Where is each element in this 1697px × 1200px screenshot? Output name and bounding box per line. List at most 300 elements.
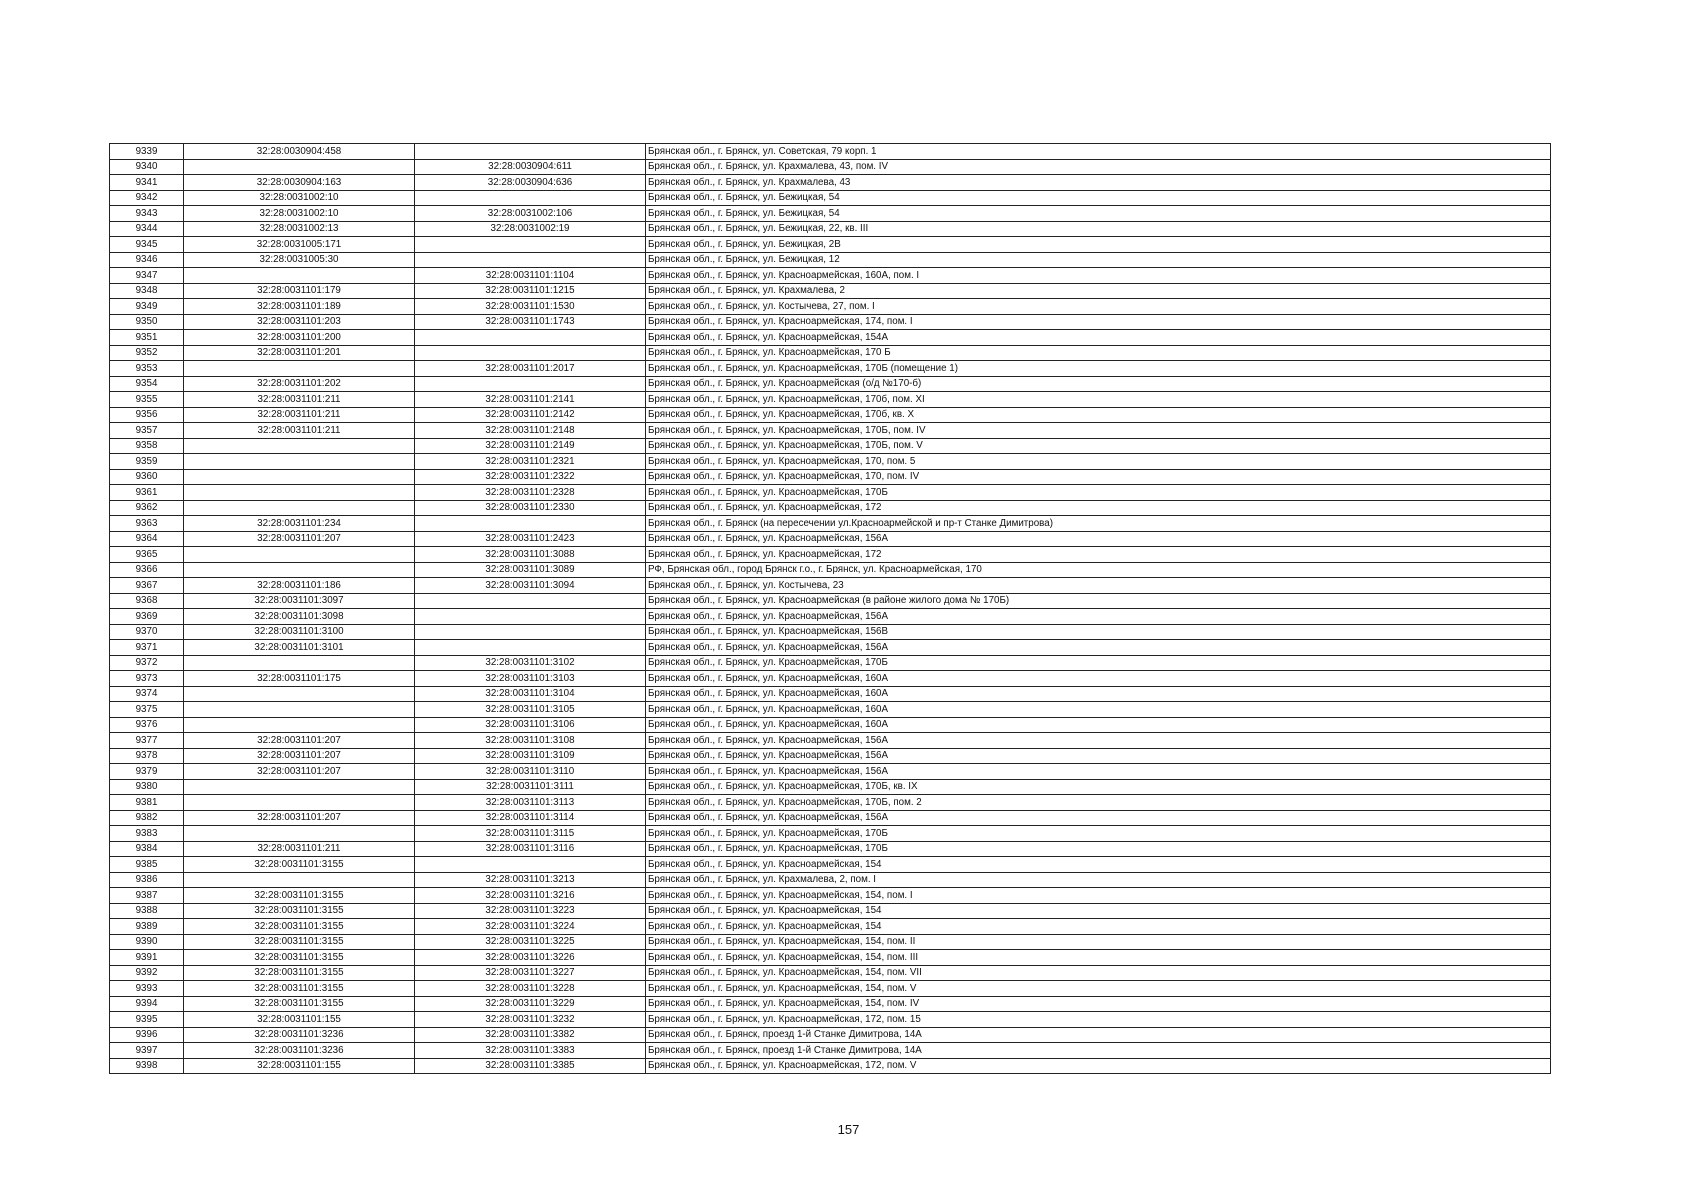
- address-cell: Брянская обл., г. Брянск, ул. Красноармейская, 156А: [646, 640, 1551, 656]
- table-row: [110, 500, 1551, 516]
- table-row: [110, 764, 1551, 780]
- address-cell: Брянская обл., г. Брянск, ул. Красноармейская, 156А: [646, 748, 1551, 764]
- table-row: [110, 237, 1551, 253]
- object-number-cell: [415, 624, 646, 640]
- object-number-cell: 32:28:0031101:3111: [415, 779, 646, 795]
- parcel-number-cell: 32:28:0030904:458: [184, 144, 415, 160]
- object-number-cell: 32:28:0031101:3228: [415, 981, 646, 997]
- object-number-cell: 32:28:0031002:106: [415, 206, 646, 222]
- address-cell: Брянская обл., г. Брянск, ул. Красноармейская, 172: [646, 547, 1551, 563]
- row-number-cell: 9372: [110, 655, 184, 671]
- row-number-cell: 9360: [110, 469, 184, 485]
- table-row: [110, 593, 1551, 609]
- address-cell: Брянская обл., г. Брянск, ул. Красноармейская, 156А: [646, 531, 1551, 547]
- row-number-cell: 9380: [110, 779, 184, 795]
- row-number-cell: 9368: [110, 593, 184, 609]
- address-cell: Брянская обл., г. Брянск, ул. Крахмалева, 43, пом. IV: [646, 159, 1551, 175]
- object-number-cell: 32:28:0031101:2322: [415, 469, 646, 485]
- row-number-cell: 9374: [110, 686, 184, 702]
- address-cell: Брянская обл., г. Брянск, ул. Красноармейская, 160А: [646, 717, 1551, 733]
- object-number-cell: 32:28:0031101:3114: [415, 810, 646, 826]
- address-cell: Брянская обл., г. Брянск, ул. Красноармейская, 170Б, кв. IX: [646, 779, 1551, 795]
- address-cell: Брянская обл., г. Брянск, ул. Красноармейская, 154, пом. V: [646, 981, 1551, 997]
- row-number-cell: 9364: [110, 531, 184, 547]
- table-row: [110, 903, 1551, 919]
- address-cell: Брянская обл., г. Брянск, ул. Красноармейская, 170б, кв. X: [646, 407, 1551, 423]
- parcel-number-cell: 32:28:0031101:211: [184, 407, 415, 423]
- address-cell: Брянская обл., г. Брянск, ул. Красноармейская, 172, пом. V: [646, 1058, 1551, 1074]
- row-number-cell: 9361: [110, 485, 184, 501]
- row-number-cell: 9379: [110, 764, 184, 780]
- parcel-number-cell: 32:28:0031101:234: [184, 516, 415, 532]
- row-number-cell: 9387: [110, 888, 184, 904]
- object-number-cell: 32:28:0031101:3089: [415, 562, 646, 578]
- parcel-number-cell: [184, 795, 415, 811]
- address-cell: Брянская обл., г. Брянск, ул. Красноармейская, 160А, пом. I: [646, 268, 1551, 284]
- row-number-cell: 9377: [110, 733, 184, 749]
- parcel-number-cell: 32:28:0031005:30: [184, 252, 415, 268]
- row-number-cell: 9353: [110, 361, 184, 377]
- address-cell: Брянская обл., г. Брянск, ул. Красноармейская, 160А: [646, 686, 1551, 702]
- object-number-cell: [415, 190, 646, 206]
- object-number-cell: 32:28:0030904:636: [415, 175, 646, 191]
- object-number-cell: [415, 330, 646, 346]
- object-number-cell: 32:28:0031101:2017: [415, 361, 646, 377]
- parcel-number-cell: 32:28:0031101:211: [184, 423, 415, 439]
- row-number-cell: 9373: [110, 671, 184, 687]
- row-number-cell: 9383: [110, 826, 184, 842]
- address-cell: Брянская обл., г. Брянск, ул. Бежицкая, 2В: [646, 237, 1551, 253]
- object-number-cell: 32:28:0031101:1743: [415, 314, 646, 330]
- parcel-number-cell: 32:28:0031101:202: [184, 376, 415, 392]
- parcel-number-cell: [184, 826, 415, 842]
- table-row: [110, 609, 1551, 625]
- row-number-cell: 9366: [110, 562, 184, 578]
- object-number-cell: 32:28:0031101:3108: [415, 733, 646, 749]
- row-number-cell: 9384: [110, 841, 184, 857]
- address-cell: Брянская обл., г. Брянск, ул. Крахмалева, 2: [646, 283, 1551, 299]
- table-row: [110, 733, 1551, 749]
- parcel-number-cell: [184, 268, 415, 284]
- address-cell: Брянская обл., г. Брянск, ул. Красноармейская, 160А: [646, 702, 1551, 718]
- object-number-cell: 32:28:0031101:3216: [415, 888, 646, 904]
- object-number-cell: 32:28:0031101:3213: [415, 872, 646, 888]
- address-cell: Брянская обл., г. Брянск, ул. Костычева, 27, пом. I: [646, 299, 1551, 315]
- table-row: [110, 531, 1551, 547]
- parcel-number-cell: 32:28:0031101:175: [184, 671, 415, 687]
- object-number-cell: 32:28:0031101:3383: [415, 1043, 646, 1059]
- parcel-number-cell: 32:28:0031101:3155: [184, 950, 415, 966]
- address-cell: Брянская обл., г. Брянск, ул. Советская, 79 корп. 1: [646, 144, 1551, 160]
- address-cell: Брянская обл., г. Брянск, ул. Красноармейская, 170б, пом. XI: [646, 392, 1551, 408]
- parcel-number-cell: [184, 779, 415, 795]
- row-number-cell: 9347: [110, 268, 184, 284]
- object-number-cell: [415, 640, 646, 656]
- table-row: [110, 872, 1551, 888]
- page-number: 157: [837, 1122, 860, 1137]
- address-cell: Брянская обл., г. Брянск, ул. Красноармейская, 170Б: [646, 485, 1551, 501]
- row-number-cell: 9389: [110, 919, 184, 935]
- parcel-number-cell: 32:28:0031101:207: [184, 764, 415, 780]
- row-number-cell: 9390: [110, 934, 184, 950]
- object-number-cell: 32:28:0031101:3103: [415, 671, 646, 687]
- address-cell: Брянская обл., г. Брянск, ул. Крахмалева, 43: [646, 175, 1551, 191]
- object-number-cell: 32:28:0031101:2423: [415, 531, 646, 547]
- row-number-cell: 9395: [110, 1012, 184, 1028]
- table-row: [110, 407, 1551, 423]
- object-number-cell: [415, 252, 646, 268]
- parcel-number-cell: 32:28:0031101:3155: [184, 857, 415, 873]
- object-number-cell: 32:28:0031101:3382: [415, 1027, 646, 1043]
- parcel-number-cell: 32:28:0031101:3155: [184, 888, 415, 904]
- parcel-number-cell: 32:28:0031101:155: [184, 1058, 415, 1074]
- row-number-cell: 9385: [110, 857, 184, 873]
- address-cell: Брянская обл., г. Брянск, ул. Костычева, 23: [646, 578, 1551, 594]
- parcel-number-cell: 32:28:0031101:211: [184, 392, 415, 408]
- object-number-cell: 32:28:0031101:1104: [415, 268, 646, 284]
- object-number-cell: 32:28:0031101:2149: [415, 438, 646, 454]
- address-cell: Брянская обл., г. Брянск, ул. Красноармейская, 156А: [646, 733, 1551, 749]
- address-cell: Брянская обл., г. Брянск, ул. Красноармейская, 154, пом. III: [646, 950, 1551, 966]
- table-row: [110, 144, 1551, 160]
- table-row: [110, 1043, 1551, 1059]
- address-cell: Брянская обл., г. Брянск, ул. Красноармейская, 154: [646, 903, 1551, 919]
- object-number-cell: [415, 609, 646, 625]
- table-row: [110, 686, 1551, 702]
- parcel-number-cell: [184, 438, 415, 454]
- row-number-cell: 9346: [110, 252, 184, 268]
- parcel-number-cell: 32:28:0031101:207: [184, 733, 415, 749]
- table-row: [110, 1012, 1551, 1028]
- row-number-cell: 9375: [110, 702, 184, 718]
- parcel-number-cell: 32:28:0031101:3100: [184, 624, 415, 640]
- object-number-cell: 32:28:0031101:2142: [415, 407, 646, 423]
- address-cell: Брянская обл., г. Брянск, ул. Бежицкая, 54: [646, 190, 1551, 206]
- table-row: [110, 717, 1551, 733]
- object-number-cell: [415, 376, 646, 392]
- table-row: [110, 423, 1551, 439]
- object-number-cell: 32:28:0031101:1530: [415, 299, 646, 315]
- address-cell: Брянская обл., г. Брянск, ул. Красноармейская, 156А: [646, 810, 1551, 826]
- row-number-cell: 9351: [110, 330, 184, 346]
- registry-table-body: [110, 144, 1551, 1074]
- table-row: [110, 221, 1551, 237]
- address-cell: Брянская обл., г. Брянск, ул. Красноармейская, 170Б (помещение 1): [646, 361, 1551, 377]
- parcel-number-cell: 32:28:0031101:3098: [184, 609, 415, 625]
- parcel-number-cell: 32:28:0031101:3155: [184, 919, 415, 935]
- object-number-cell: 32:28:0031101:3109: [415, 748, 646, 764]
- table-row: [110, 996, 1551, 1012]
- object-number-cell: 32:28:0031101:3110: [415, 764, 646, 780]
- row-number-cell: 9367: [110, 578, 184, 594]
- table-row: [110, 578, 1551, 594]
- parcel-number-cell: 32:28:0031101:3155: [184, 934, 415, 950]
- parcel-number-cell: 32:28:0031101:3155: [184, 996, 415, 1012]
- row-number-cell: 9363: [110, 516, 184, 532]
- table-row: [110, 190, 1551, 206]
- parcel-number-cell: [184, 717, 415, 733]
- row-number-cell: 9386: [110, 872, 184, 888]
- table-row: [110, 748, 1551, 764]
- parcel-number-cell: 32:28:0031101:3236: [184, 1027, 415, 1043]
- address-cell: Брянская обл., г. Брянск, ул. Красноармейская, 170Б: [646, 826, 1551, 842]
- address-cell: Брянская обл., г. Брянск, ул. Красноармейская, 154: [646, 857, 1551, 873]
- table-row: [110, 376, 1551, 392]
- row-number-cell: 9359: [110, 454, 184, 470]
- table-row: [110, 516, 1551, 532]
- row-number-cell: 9398: [110, 1058, 184, 1074]
- object-number-cell: 32:28:0031101:3226: [415, 950, 646, 966]
- parcel-number-cell: [184, 361, 415, 377]
- parcel-number-cell: 32:28:0031101:3236: [184, 1043, 415, 1059]
- parcel-number-cell: 32:28:0031002:10: [184, 206, 415, 222]
- address-cell: Брянская обл., г. Брянск, ул. Бежицкая, 54: [646, 206, 1551, 222]
- object-number-cell: [415, 593, 646, 609]
- table-row: [110, 547, 1551, 563]
- table-row: [110, 175, 1551, 191]
- object-number-cell: 32:28:0031101:3088: [415, 547, 646, 563]
- object-number-cell: 32:28:0031101:2328: [415, 485, 646, 501]
- table-row: [110, 562, 1551, 578]
- row-number-cell: 9376: [110, 717, 184, 733]
- table-row: [110, 779, 1551, 795]
- table-row: [110, 965, 1551, 981]
- row-number-cell: 9396: [110, 1027, 184, 1043]
- table-row: [110, 268, 1551, 284]
- table-row: [110, 469, 1551, 485]
- parcel-number-cell: [184, 500, 415, 516]
- row-number-cell: 9391: [110, 950, 184, 966]
- object-number-cell: [415, 144, 646, 160]
- object-number-cell: 32:28:0031101:3224: [415, 919, 646, 935]
- object-number-cell: 32:28:0031101:3232: [415, 1012, 646, 1028]
- row-number-cell: 9352: [110, 345, 184, 361]
- parcel-number-cell: [184, 702, 415, 718]
- address-cell: Брянская обл., г. Брянск, ул. Крахмалева, 2, пом. I: [646, 872, 1551, 888]
- object-number-cell: [415, 345, 646, 361]
- parcel-number-cell: [184, 469, 415, 485]
- parcel-number-cell: 32:28:0031101:3155: [184, 903, 415, 919]
- table-row: [110, 934, 1551, 950]
- table-row: [110, 826, 1551, 842]
- table-row: [110, 950, 1551, 966]
- parcel-number-cell: [184, 655, 415, 671]
- address-cell: Брянская обл., г. Брянск, ул. Красноармейская, 170Б, пом. 2: [646, 795, 1551, 811]
- address-cell: Брянская обл., г. Брянск, ул. Красноармейская, 154: [646, 919, 1551, 935]
- address-cell: Брянская обл., г. Брянск, ул. Красноармейская, 170 Б: [646, 345, 1551, 361]
- row-number-cell: 9343: [110, 206, 184, 222]
- address-cell: Брянская обл., г. Брянск, ул. Красноармейская, 170Б, пом. V: [646, 438, 1551, 454]
- table-row: [110, 345, 1551, 361]
- address-cell: Брянская обл., г. Брянск, ул. Красноармейская, 160А: [646, 671, 1551, 687]
- row-number-cell: 9354: [110, 376, 184, 392]
- row-number-cell: 9392: [110, 965, 184, 981]
- object-number-cell: 32:28:0031101:3102: [415, 655, 646, 671]
- address-cell: Брянская обл., г. Брянск, проезд 1-й Станке Димитрова, 14А: [646, 1027, 1551, 1043]
- object-number-cell: 32:28:0031101:3113: [415, 795, 646, 811]
- parcel-number-cell: 32:28:0031101:203: [184, 314, 415, 330]
- parcel-number-cell: 32:28:0031101:207: [184, 748, 415, 764]
- address-cell: Брянская обл., г. Брянск (на пересечении ул.Красноармейской и пр-т Станке Димитрова): [646, 516, 1551, 532]
- address-cell: Брянская обл., г. Брянск, ул. Красноармейская, 170, пом. IV: [646, 469, 1551, 485]
- address-cell: Брянская обл., г. Брянск, ул. Красноармейская, 170, пом. 5: [646, 454, 1551, 470]
- table-row: [110, 392, 1551, 408]
- row-number-cell: 9369: [110, 609, 184, 625]
- object-number-cell: 32:28:0031101:3385: [415, 1058, 646, 1074]
- row-number-cell: 9344: [110, 221, 184, 237]
- row-number-cell: 9348: [110, 283, 184, 299]
- table-row: [110, 314, 1551, 330]
- address-cell: Брянская обл., г. Брянск, ул. Красноармейская, 172, пом. 15: [646, 1012, 1551, 1028]
- parcel-number-cell: 32:28:0031002:13: [184, 221, 415, 237]
- object-number-cell: [415, 857, 646, 873]
- table-row: [110, 841, 1551, 857]
- address-cell: Брянская обл., г. Брянск, ул. Красноармейская, 154, пом. I: [646, 888, 1551, 904]
- row-number-cell: 9378: [110, 748, 184, 764]
- table-row: [110, 159, 1551, 175]
- address-cell: Брянская обл., г. Брянск, ул. Красноармейская, 156В: [646, 624, 1551, 640]
- row-number-cell: 9381: [110, 795, 184, 811]
- table-row: [110, 454, 1551, 470]
- row-number-cell: 9350: [110, 314, 184, 330]
- row-number-cell: 9393: [110, 981, 184, 997]
- address-cell: Брянская обл., г. Брянск, ул. Красноармейская (о/д №170-б): [646, 376, 1551, 392]
- parcel-number-cell: 32:28:0031005:171: [184, 237, 415, 253]
- registry-table: [109, 143, 1551, 1074]
- table-row: [110, 857, 1551, 873]
- parcel-number-cell: [184, 547, 415, 563]
- object-number-cell: 32:28:0031101:3106: [415, 717, 646, 733]
- object-number-cell: 32:28:0031101:1215: [415, 283, 646, 299]
- parcel-number-cell: 32:28:0031101:3101: [184, 640, 415, 656]
- row-number-cell: 9355: [110, 392, 184, 408]
- row-number-cell: 9340: [110, 159, 184, 175]
- address-cell: Брянская обл., г. Брянск, ул. Красноармейская, 172: [646, 500, 1551, 516]
- table-row: [110, 252, 1551, 268]
- row-number-cell: 9382: [110, 810, 184, 826]
- address-cell: Брянская обл., г. Брянск, ул. Красноармейская, 156А: [646, 609, 1551, 625]
- parcel-number-cell: [184, 872, 415, 888]
- object-number-cell: [415, 237, 646, 253]
- address-cell: РФ, Брянская обл., город Брянск г.о., г. Брянск, ул. Красноармейская, 170: [646, 562, 1551, 578]
- parcel-number-cell: 32:28:0031101:179: [184, 283, 415, 299]
- parcel-number-cell: 32:28:0031101:155: [184, 1012, 415, 1028]
- row-number-cell: 9345: [110, 237, 184, 253]
- object-number-cell: 32:28:0031101:3229: [415, 996, 646, 1012]
- object-number-cell: 32:28:0031101:2141: [415, 392, 646, 408]
- table-row: [110, 1058, 1551, 1074]
- table-row: [110, 361, 1551, 377]
- parcel-number-cell: 32:28:0031101:207: [184, 810, 415, 826]
- table-row: [110, 655, 1551, 671]
- table-row: [110, 624, 1551, 640]
- address-cell: Брянская обл., г. Брянск, ул. Красноармейская, 170Б: [646, 655, 1551, 671]
- parcel-number-cell: 32:28:0031101:211: [184, 841, 415, 857]
- parcel-number-cell: 32:28:0031101:189: [184, 299, 415, 315]
- parcel-number-cell: 32:28:0031002:10: [184, 190, 415, 206]
- object-number-cell: 32:28:0030904:611: [415, 159, 646, 175]
- table-row: [110, 888, 1551, 904]
- object-number-cell: 32:28:0031101:2148: [415, 423, 646, 439]
- parcel-number-cell: 32:28:0031101:3155: [184, 965, 415, 981]
- table-row: [110, 810, 1551, 826]
- row-number-cell: 9388: [110, 903, 184, 919]
- row-number-cell: 9357: [110, 423, 184, 439]
- row-number-cell: 9339: [110, 144, 184, 160]
- parcel-number-cell: [184, 159, 415, 175]
- parcel-number-cell: [184, 686, 415, 702]
- address-cell: Брянская обл., г. Брянск, ул. Красноармейская, 174, пом. I: [646, 314, 1551, 330]
- row-number-cell: 9365: [110, 547, 184, 563]
- parcel-number-cell: 32:28:0031101:200: [184, 330, 415, 346]
- object-number-cell: 32:28:0031101:3104: [415, 686, 646, 702]
- row-number-cell: 9362: [110, 500, 184, 516]
- object-number-cell: 32:28:0031101:2330: [415, 500, 646, 516]
- row-number-cell: 9370: [110, 624, 184, 640]
- address-cell: Брянская обл., г. Брянск, ул. Бежицкая, 22, кв. III: [646, 221, 1551, 237]
- object-number-cell: 32:28:0031101:3116: [415, 841, 646, 857]
- parcel-number-cell: [184, 485, 415, 501]
- row-number-cell: 9358: [110, 438, 184, 454]
- parcel-number-cell: [184, 562, 415, 578]
- table-row: [110, 299, 1551, 315]
- address-cell: Брянская обл., г. Брянск, ул. Бежицкая, 12: [646, 252, 1551, 268]
- object-number-cell: 32:28:0031002:19: [415, 221, 646, 237]
- table-row: [110, 795, 1551, 811]
- table-row: [110, 981, 1551, 997]
- address-cell: Брянская обл., г. Брянск, ул. Красноармейская, 154, пом. II: [646, 934, 1551, 950]
- address-cell: Брянская обл., г. Брянск, ул. Красноармейская, 170Б: [646, 841, 1551, 857]
- row-number-cell: 9397: [110, 1043, 184, 1059]
- address-cell: Брянская обл., г. Брянск, ул. Красноармейская, 154, пом. VII: [646, 965, 1551, 981]
- table-row: [110, 671, 1551, 687]
- parcel-number-cell: 32:28:0031101:186: [184, 578, 415, 594]
- object-number-cell: 32:28:0031101:3094: [415, 578, 646, 594]
- address-cell: Брянская обл., г. Брянск, ул. Красноармейская, 156А: [646, 764, 1551, 780]
- table-row: [110, 1027, 1551, 1043]
- object-number-cell: 32:28:0031101:3105: [415, 702, 646, 718]
- parcel-number-cell: 32:28:0030904:163: [184, 175, 415, 191]
- parcel-number-cell: 32:28:0031101:3155: [184, 981, 415, 997]
- parcel-number-cell: 32:28:0031101:207: [184, 531, 415, 547]
- parcel-number-cell: 32:28:0031101:201: [184, 345, 415, 361]
- object-number-cell: 32:28:0031101:3225: [415, 934, 646, 950]
- row-number-cell: 9342: [110, 190, 184, 206]
- table-row: [110, 640, 1551, 656]
- address-cell: Брянская обл., г. Брянск, ул. Красноармейская (в районе жилого дома № 170Б): [646, 593, 1551, 609]
- address-cell: Брянская обл., г. Брянск, ул. Красноармейская, 154, пом. IV: [646, 996, 1551, 1012]
- row-number-cell: 9394: [110, 996, 184, 1012]
- row-number-cell: 9349: [110, 299, 184, 315]
- parcel-number-cell: 32:28:0031101:3097: [184, 593, 415, 609]
- parcel-number-cell: [184, 454, 415, 470]
- table-row: [110, 485, 1551, 501]
- object-number-cell: 32:28:0031101:2321: [415, 454, 646, 470]
- object-number-cell: [415, 516, 646, 532]
- table-row: [110, 702, 1551, 718]
- table-row: [110, 283, 1551, 299]
- table-row: [110, 919, 1551, 935]
- row-number-cell: 9341: [110, 175, 184, 191]
- address-cell: Брянская обл., г. Брянск, ул. Красноармейская, 170Б, пом. IV: [646, 423, 1551, 439]
- object-number-cell: 32:28:0031101:3115: [415, 826, 646, 842]
- object-number-cell: 32:28:0031101:3223: [415, 903, 646, 919]
- table-row: [110, 330, 1551, 346]
- address-cell: Брянская обл., г. Брянск, ул. Красноармейская, 154А: [646, 330, 1551, 346]
- address-cell: Брянская обл., г. Брянск, проезд 1-й Станке Димитрова, 14А: [646, 1043, 1551, 1059]
- table-row: [110, 438, 1551, 454]
- row-number-cell: 9356: [110, 407, 184, 423]
